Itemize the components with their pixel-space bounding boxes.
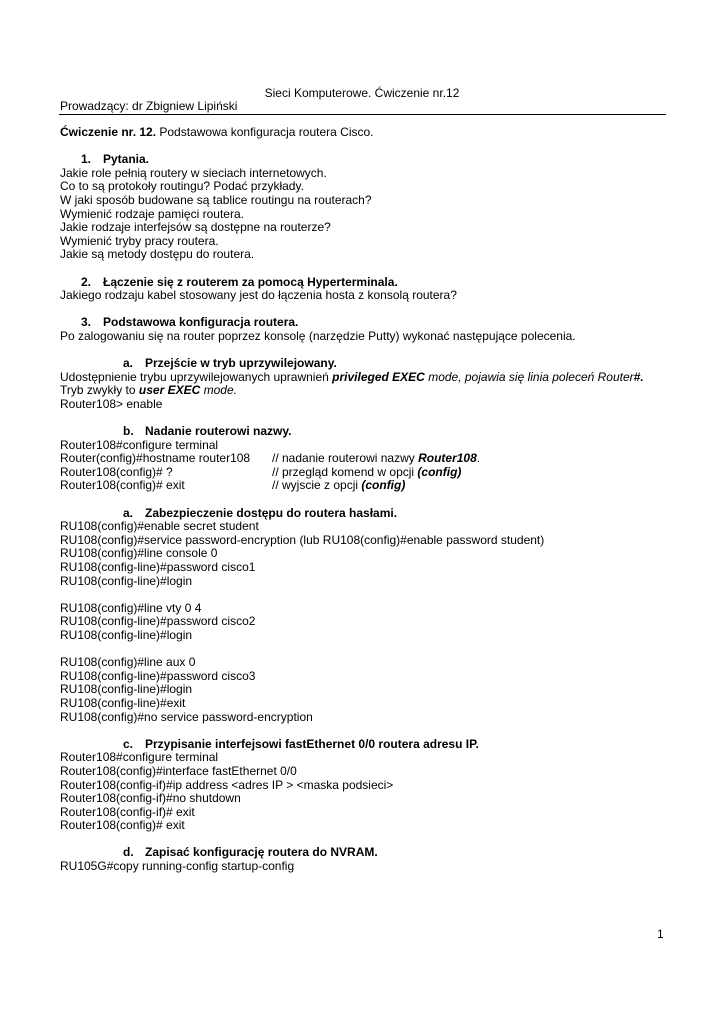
command-row (60, 452, 666, 466)
section-1-number: 1. (81, 152, 92, 167)
text-fragment: Udostępnienie trybu uprzywilejowanych uprawnień (60, 369, 333, 384)
command-line: Router108#configure terminal (60, 437, 219, 452)
subsection-c-title: Przypisanie interfejsowi fastEthernet 0/0 routera adresu IP. (145, 736, 479, 751)
question-line: W jaki sposób budowane są tablice routingu na routerach? (60, 192, 372, 207)
question-line: Jakie są metody dostępu do routera. (60, 247, 255, 262)
subsection-a-heading (60, 357, 666, 371)
router-name-term: Router108 (418, 451, 477, 466)
command-text: Router108(config)# exit (60, 478, 185, 493)
exercise-title (60, 126, 666, 140)
command-line: RU108(config-line)#exit (60, 695, 186, 710)
command-line: Router108(config-if)# exit (60, 804, 195, 819)
subsection-c-number: c. (123, 736, 134, 751)
command-line: Router108(config)# exit (60, 818, 185, 833)
user-mode-text (60, 384, 666, 398)
command-line: Router108(config-if)#ip address <adres IP > <maska podsieci> (60, 777, 394, 792)
comment-text: // nadanie routerowi nazwy (272, 451, 419, 466)
subsection-d-number: d. (123, 845, 134, 860)
comment-text: . (476, 451, 481, 466)
question-line: Wymienić rodzaje pamięci routera. (60, 206, 244, 221)
subsection-c-heading (60, 738, 666, 752)
command-line: RU108(config-line)#login (60, 627, 193, 642)
section-3-heading (60, 316, 666, 330)
subsection-a-title: Przejście w tryb uprzywilejowany. (145, 356, 337, 371)
command-line: RU108(config)#line vty 0 4 (60, 600, 202, 615)
subsection-passwords-heading (60, 507, 666, 521)
privileged-exec-term: privileged EXEC (332, 369, 425, 384)
command-line: RU108(config)#line console 0 (60, 546, 218, 561)
command-text: Router108(config)# ? (60, 464, 173, 479)
command-line: RU108(config)#no service password-encryption (60, 709, 313, 724)
subsection-a-number: a. (123, 356, 134, 371)
header-title: Sieci Komputerowe. Ćwiczenie nr.12 (264, 86, 460, 100)
command-comment (272, 466, 461, 480)
router-prompt-term: Router (597, 369, 634, 384)
section-3-title: Podstawowa konfiguracja routera. (103, 315, 299, 330)
header-author: Prowadzący: dr Zbigniew Lipiński (60, 99, 238, 113)
subsection-b-number: b. (123, 424, 134, 439)
subsection-passwords-number: a. (123, 505, 134, 520)
command-line: RU108(config)#service password-encryption (lub RU108(config)#enable password student) (60, 532, 545, 547)
document-body (60, 126, 666, 874)
section-2-text: Jakiego rodzaju kabel stosowany jest do łączenia hosta z konsolą routera? (60, 288, 457, 303)
section-1-title: Pytania. (103, 152, 150, 167)
command-line: RU108(config)#enable secret student (60, 519, 259, 534)
section-1-heading (60, 153, 666, 167)
text-fragment: mode. (200, 383, 237, 398)
router-prompt-symbol: #. (633, 369, 644, 384)
text-fragment: mode, (424, 369, 462, 384)
text-fragment: Tryb zwykły to (60, 383, 139, 398)
command-line: RU105G#copy running-config startup-config (60, 859, 295, 874)
user-exec-term: user EXEC (138, 383, 201, 398)
subsection-b-heading (60, 425, 666, 439)
header-divider (59, 114, 666, 115)
command-text: Router(config)#hostname router108 (60, 451, 251, 466)
subsection-d-title: Zapisać konfigurację routera do NVRAM. (145, 845, 378, 860)
command-line: Router108(config)#interface fastEthernet 0/0 (60, 763, 297, 778)
question-line: Jakie role pełnią routery w sieciach internetowych. (60, 165, 327, 180)
privileged-mode-text (60, 371, 666, 385)
section-2-heading (60, 276, 666, 290)
section-2-title: Łączenie się z routerem za pomocą Hyperterminala. (103, 274, 398, 289)
comment-text: // wyjscie z opcji (272, 478, 362, 493)
exercise-title-lead: Ćwiczenie nr. 12. (60, 125, 157, 139)
command-line: Router108#configure terminal (60, 750, 219, 765)
command-line: RU108(config-line)#login (60, 682, 193, 697)
command-line: RU108(config-line)#password cisco2 (60, 614, 256, 629)
config-term: (config) (417, 464, 462, 479)
question-line: Wymienić tryby pracy routera. (60, 233, 219, 248)
command-line: Router108> enable (60, 396, 163, 411)
command-line: RU108(config-line)#password cisco1 (60, 560, 256, 574)
page-number: 1 (657, 927, 664, 941)
command-line: RU108(config)#line aux 0 (60, 655, 196, 670)
command-comment (272, 452, 480, 466)
subsection-d-heading (60, 846, 666, 860)
comment-text: // przegląd komend w opcji (272, 464, 418, 479)
section-3-text: Po zalogowaniu się na router poprzez konsolę (narzędzie Putty) wykonać następujące polecenia. (60, 328, 576, 343)
command-line: RU108(config-line)#password cisco3 (60, 668, 256, 683)
command-line: RU108(config-line)#login (60, 573, 193, 588)
section-3-number: 3. (81, 315, 92, 330)
question-line: Co to są protokoły routingu? Podać przykłady. (60, 179, 304, 194)
text-fragment: pojawia się linia poleceń (461, 369, 598, 384)
command-row (60, 479, 666, 493)
section-2-number: 2. (81, 274, 92, 289)
config-term: (config) (361, 478, 406, 493)
subsection-b-title: Nadanie routerowi nazwy. (145, 424, 292, 439)
exercise-title-text: Podstawowa konfiguracja routera Cisco. (156, 125, 374, 139)
command-comment (272, 479, 405, 493)
subsection-passwords-title: Zabezpieczenie dostępu do routera hasłami. (145, 505, 398, 520)
question-line: Jakie rodzaje interfejsów są dostępne na routerze? (60, 220, 331, 235)
command-row (60, 466, 666, 480)
command-line: Router108(config-if)#no shutdown (60, 791, 241, 806)
